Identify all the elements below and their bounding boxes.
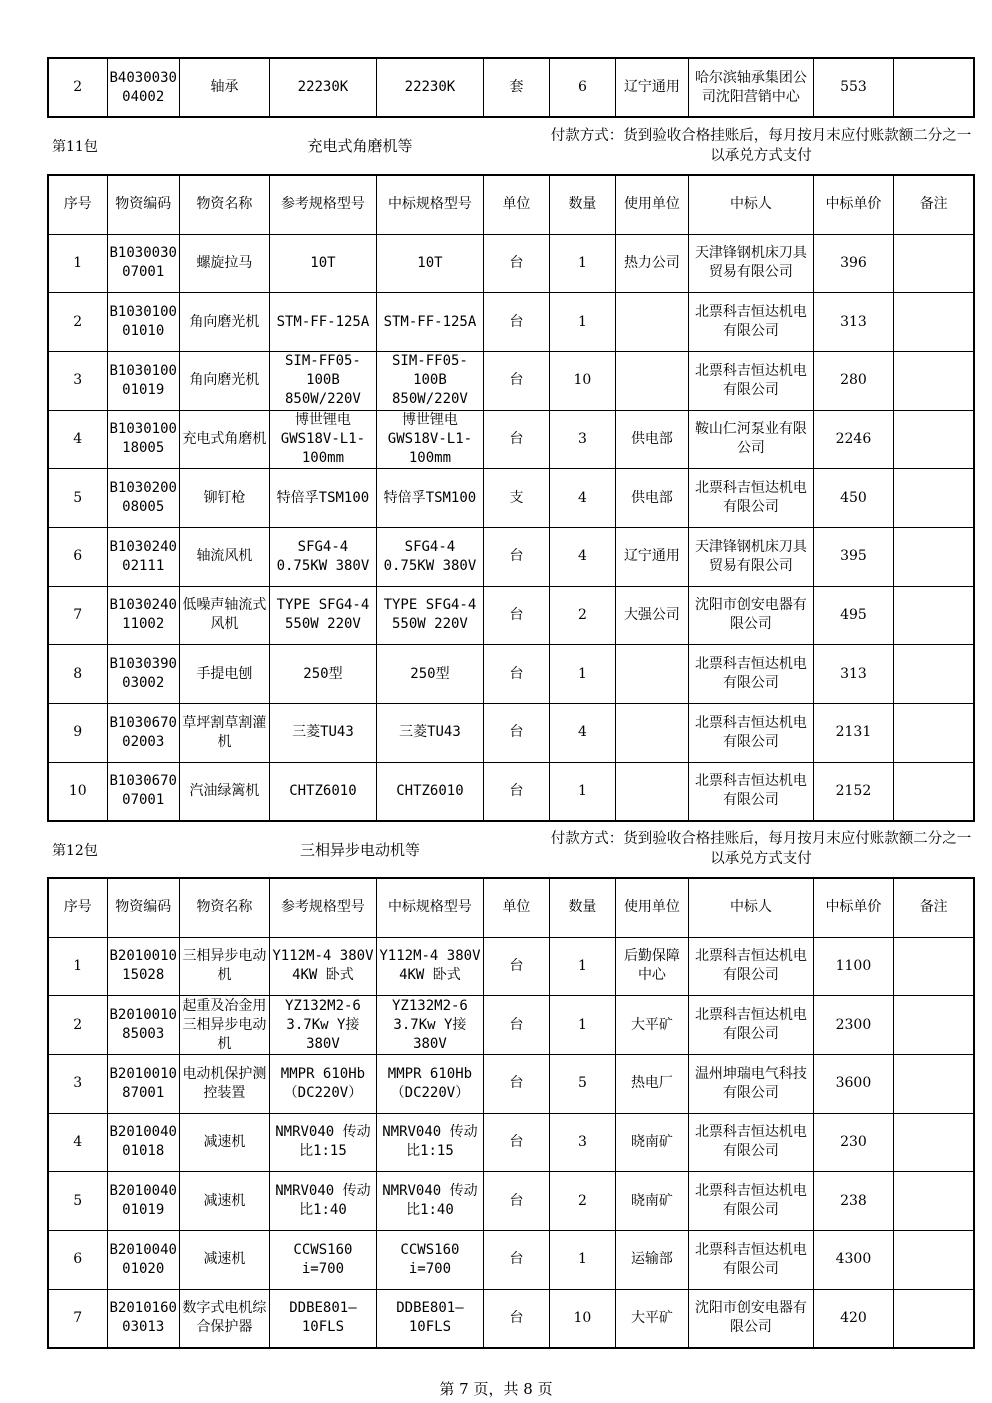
material-name-cell: 三相异步电动机 xyxy=(179,937,269,996)
table-row xyxy=(48,1172,974,1231)
table-row xyxy=(48,996,974,1055)
table-row xyxy=(48,527,974,586)
reference-spec-cell: NMRV040 传动比1:40 xyxy=(269,1172,376,1231)
row-number-cell: 5 xyxy=(48,1172,107,1231)
using-unit-cell: 大平矿 xyxy=(615,996,688,1055)
winning-spec-cell: Y112M-4 380V 4KW 卧式 xyxy=(376,937,483,996)
column-header: 序号 xyxy=(48,175,107,234)
using-unit-cell: 供电部 xyxy=(615,469,688,528)
material-name-cell: 汽油绿篱机 xyxy=(179,762,269,821)
unit-cell: 台 xyxy=(483,1289,549,1348)
quantity-cell: 4 xyxy=(549,469,615,528)
using-unit-cell: 热电厂 xyxy=(615,1054,688,1113)
unit-price-cell: 4300 xyxy=(813,1230,893,1289)
row-number-cell: 3 xyxy=(48,1054,107,1113)
material-code-cell: B1030240 11002 xyxy=(107,586,179,645)
table-row xyxy=(48,351,974,410)
using-unit-cell: 供电部 xyxy=(615,410,688,469)
reference-spec-cell: 22230K xyxy=(269,58,376,117)
material-code-cell: B2010160 03013 xyxy=(107,1289,179,1348)
winning-spec-cell: 22230K xyxy=(376,58,483,117)
reference-spec-cell: TYPE SFG4-4 550W 220V xyxy=(269,586,376,645)
row-number-cell: 1 xyxy=(48,234,107,293)
material-code-cell: B1030100 01010 xyxy=(107,293,179,352)
winning-bidder-cell: 北票科吉恒达机电有限公司 xyxy=(688,937,813,996)
table-row xyxy=(48,1054,974,1113)
remark-cell xyxy=(893,410,974,469)
unit-price-cell: 2246 xyxy=(813,410,893,469)
quantity-cell: 1 xyxy=(549,996,615,1055)
column-header: 参考规格型号 xyxy=(269,175,376,234)
remark-cell xyxy=(893,527,974,586)
quantity-cell: 3 xyxy=(549,1113,615,1172)
unit-cell: 台 xyxy=(483,527,549,586)
winning-bidder-cell: 北票科吉恒达机电有限公司 xyxy=(688,1230,813,1289)
package-11-table xyxy=(47,174,975,822)
package-12-number: 第12包 xyxy=(52,843,98,859)
reference-spec-cell: 特倍孚TSM100 xyxy=(269,469,376,528)
remark-cell xyxy=(893,469,974,528)
winning-bidder-cell: 沈阳市创安电器有限公司 xyxy=(688,1289,813,1348)
material-code-cell: B4030030 04002 xyxy=(107,58,179,117)
quantity-cell: 2 xyxy=(549,1172,615,1231)
row-number-cell: 10 xyxy=(48,762,107,821)
unit-price-cell: 238 xyxy=(813,1172,893,1231)
winning-bidder-cell: 哈尔滨轴承集团公司沈阳营销中心 xyxy=(688,58,813,117)
table-row xyxy=(48,58,974,117)
winning-bidder-cell: 沈阳市创安电器有限公司 xyxy=(688,586,813,645)
row-number-cell: 6 xyxy=(48,527,107,586)
reference-spec-cell: 250型 xyxy=(269,645,376,704)
row-number-cell: 8 xyxy=(48,645,107,704)
remark-cell xyxy=(893,762,974,821)
material-name-cell: 充电式角磨机 xyxy=(179,410,269,469)
unit-price-cell: 280 xyxy=(813,351,893,410)
package-11-title: 充电式角磨机等 xyxy=(307,137,413,155)
unit-cell: 台 xyxy=(483,410,549,469)
quantity-cell: 10 xyxy=(549,1289,615,1348)
column-header: 物资编码 xyxy=(107,175,179,234)
using-unit-cell: 辽宁通用 xyxy=(615,58,688,117)
winning-bidder-cell: 北票科吉恒达机电有限公司 xyxy=(688,762,813,821)
remark-cell xyxy=(893,1230,974,1289)
unit-cell: 台 xyxy=(483,1113,549,1172)
table-row xyxy=(48,410,974,469)
column-header: 中标人 xyxy=(688,878,813,937)
unit-cell: 台 xyxy=(483,1172,549,1231)
table-row xyxy=(48,645,974,704)
unit-price-cell: 396 xyxy=(813,234,893,293)
reference-spec-cell: CCWS160 i=700 xyxy=(269,1230,376,1289)
column-header: 中标单价 xyxy=(813,175,893,234)
remark-cell xyxy=(893,704,974,763)
row-number-cell: 6 xyxy=(48,1230,107,1289)
material-name-cell: 螺旋拉马 xyxy=(179,234,269,293)
using-unit-cell: 大平矿 xyxy=(615,1289,688,1348)
column-header: 单位 xyxy=(483,175,549,234)
material-code-cell: B1030200 08005 xyxy=(107,469,179,528)
table-row xyxy=(48,586,974,645)
winning-bidder-cell: 天津锋钢机床刀具贸易有限公司 xyxy=(688,234,813,293)
material-code-cell: B2010040 01018 xyxy=(107,1113,179,1172)
row-number-cell: 2 xyxy=(48,293,107,352)
quantity-cell: 1 xyxy=(549,1230,615,1289)
winning-bidder-cell: 北票科吉恒达机电有限公司 xyxy=(688,704,813,763)
reference-spec-cell: SFG4-4 0.75KW 380V xyxy=(269,527,376,586)
table-row xyxy=(48,1230,974,1289)
winning-bidder-cell: 鞍山仁河泵业有限公司 xyxy=(688,410,813,469)
remark-cell xyxy=(893,996,974,1055)
unit-cell: 台 xyxy=(483,586,549,645)
package-12-title: 三相异步电动机等 xyxy=(299,841,420,859)
row-number-cell: 2 xyxy=(48,58,107,117)
reference-spec-cell: MMPR 610Hb （DC220V） xyxy=(269,1054,376,1113)
winning-spec-cell: MMPR 610Hb （DC220V） xyxy=(376,1054,483,1113)
column-header: 中标单价 xyxy=(813,878,893,937)
winning-bidder-cell: 北票科吉恒达机电有限公司 xyxy=(688,469,813,528)
quantity-cell: 4 xyxy=(549,704,615,763)
page-footer: 第 7 页，共 8 页 xyxy=(439,1380,553,1398)
remark-cell xyxy=(893,234,974,293)
remark-cell xyxy=(893,1113,974,1172)
unit-price-cell: 313 xyxy=(813,293,893,352)
reference-spec-cell: STM-FF-125A xyxy=(269,293,376,352)
column-header: 参考规格型号 xyxy=(269,878,376,937)
quantity-cell: 1 xyxy=(549,293,615,352)
unit-price-cell: 2152 xyxy=(813,762,893,821)
material-name-cell: 手提电刨 xyxy=(179,645,269,704)
quantity-cell: 6 xyxy=(549,58,615,117)
unit-cell: 台 xyxy=(483,762,549,821)
table-row xyxy=(48,704,974,763)
unit-cell: 台 xyxy=(483,293,549,352)
unit-cell: 支 xyxy=(483,469,549,528)
column-header: 数量 xyxy=(549,878,615,937)
material-name-cell: 轴流风机 xyxy=(179,527,269,586)
unit-price-cell: 3600 xyxy=(813,1054,893,1113)
material-code-cell: B2010010 87001 xyxy=(107,1054,179,1113)
material-name-cell: 起重及冶金用三相异步电动机 xyxy=(179,996,269,1055)
table-row xyxy=(48,234,974,293)
winning-spec-cell: SFG4-4 0.75KW 380V xyxy=(376,527,483,586)
unit-cell: 台 xyxy=(483,996,549,1055)
package-12-table xyxy=(47,877,975,1349)
material-code-cell: B2010040 01019 xyxy=(107,1172,179,1231)
table-row xyxy=(48,469,974,528)
table-row xyxy=(48,293,974,352)
unit-price-cell: 230 xyxy=(813,1113,893,1172)
quantity-cell: 10 xyxy=(549,351,615,410)
remark-cell xyxy=(893,1054,974,1113)
unit-cell: 台 xyxy=(483,704,549,763)
unit-cell: 台 xyxy=(483,351,549,410)
using-unit-cell xyxy=(615,293,688,352)
winning-bidder-cell: 北票科吉恒达机电有限公司 xyxy=(688,1172,813,1231)
row-number-cell: 3 xyxy=(48,351,107,410)
unit-price-cell: 450 xyxy=(813,469,893,528)
winning-spec-cell: 250型 xyxy=(376,645,483,704)
material-name-cell: 减速机 xyxy=(179,1230,269,1289)
unit-cell: 台 xyxy=(483,645,549,704)
remark-cell xyxy=(893,293,974,352)
remark-cell xyxy=(893,937,974,996)
unit-price-cell: 313 xyxy=(813,645,893,704)
winning-spec-cell: YZ132M2-6 3.7Kw Y接 380V xyxy=(376,996,483,1055)
quantity-cell: 3 xyxy=(549,410,615,469)
unit-cell: 台 xyxy=(483,234,549,293)
material-name-cell: 减速机 xyxy=(179,1172,269,1231)
unit-cell: 套 xyxy=(483,58,549,117)
column-header: 序号 xyxy=(48,878,107,937)
material-name-cell: 电动机保护测控装置 xyxy=(179,1054,269,1113)
quantity-cell: 1 xyxy=(549,234,615,293)
column-header: 物资编码 xyxy=(107,878,179,937)
winning-bidder-cell: 北票科吉恒达机电有限公司 xyxy=(688,293,813,352)
unit-cell: 台 xyxy=(483,1230,549,1289)
winning-spec-cell: NMRV040 传动比1:40 xyxy=(376,1172,483,1231)
using-unit-cell xyxy=(615,762,688,821)
material-name-cell: 低噪声轴流式风机 xyxy=(179,586,269,645)
row-number-cell: 9 xyxy=(48,704,107,763)
column-header: 物资名称 xyxy=(179,175,269,234)
winning-bidder-cell: 北票科吉恒达机电有限公司 xyxy=(688,996,813,1055)
winning-bidder-cell: 北票科吉恒达机电有限公司 xyxy=(688,645,813,704)
using-unit-cell: 大强公司 xyxy=(615,586,688,645)
winning-spec-cell: 10T xyxy=(376,234,483,293)
column-header: 中标人 xyxy=(688,175,813,234)
using-unit-cell: 运输部 xyxy=(615,1230,688,1289)
package-11-payment-terms: 付款方式：货到验收合格挂账后，每月按月末应付账款额二分之一以承兑方式支付 xyxy=(550,128,972,164)
column-header: 备注 xyxy=(893,175,974,234)
quantity-cell: 1 xyxy=(549,645,615,704)
material-code-cell: B1030670 02003 xyxy=(107,704,179,763)
row-number-cell: 2 xyxy=(48,996,107,1055)
using-unit-cell xyxy=(615,351,688,410)
row-number-cell: 1 xyxy=(48,937,107,996)
material-name-cell: 轴承 xyxy=(179,58,269,117)
unit-cell: 台 xyxy=(483,1054,549,1113)
winning-spec-cell: STM-FF-125A xyxy=(376,293,483,352)
winning-spec-cell: DDBE801— 10FLS xyxy=(376,1289,483,1348)
table-row xyxy=(48,937,974,996)
reference-spec-cell: YZ132M2-6 3.7Kw Y接 380V xyxy=(269,996,376,1055)
winning-bidder-cell: 天津锋钢机床刀具贸易有限公司 xyxy=(688,527,813,586)
table-row xyxy=(48,1113,974,1172)
unit-price-cell: 2300 xyxy=(813,996,893,1055)
reference-spec-cell: SIM-FF05-100B 850W/220V xyxy=(269,351,376,410)
reference-spec-cell: 三菱TU43 xyxy=(269,704,376,763)
unit-price-cell: 1100 xyxy=(813,937,893,996)
unit-price-cell: 553 xyxy=(813,58,893,117)
unit-price-cell: 420 xyxy=(813,1289,893,1348)
using-unit-cell: 辽宁通用 xyxy=(615,527,688,586)
material-code-cell: B2010010 85003 xyxy=(107,996,179,1055)
reference-spec-cell: CHTZ6010 xyxy=(269,762,376,821)
remark-cell xyxy=(893,586,974,645)
material-code-cell: B1030240 02111 xyxy=(107,527,179,586)
winning-spec-cell: 博世锂电 GWS18V-L1-100mm xyxy=(376,410,483,469)
reference-spec-cell: 博世锂电 GWS18V-L1-100mm xyxy=(269,410,376,469)
table-row xyxy=(48,762,974,821)
reference-spec-cell: Y112M-4 380V 4KW 卧式 xyxy=(269,937,376,996)
winning-spec-cell: 特倍孚TSM100 xyxy=(376,469,483,528)
winning-spec-cell: NMRV040 传动比1:15 xyxy=(376,1113,483,1172)
material-code-cell: B1030100 18005 xyxy=(107,410,179,469)
column-header: 数量 xyxy=(549,175,615,234)
quantity-cell: 5 xyxy=(549,1054,615,1113)
package-11-number: 第11包 xyxy=(52,139,98,155)
package-12-payment-terms: 付款方式：货到验收合格挂账后，每月按月末应付账款额二分之一以承兑方式支付 xyxy=(550,831,972,867)
remark-cell xyxy=(893,1289,974,1348)
material-name-cell: 数字式电机综合保护器 xyxy=(179,1289,269,1348)
unit-price-cell: 2131 xyxy=(813,704,893,763)
reference-spec-cell: DDBE801— 10FLS xyxy=(269,1289,376,1348)
remark-cell xyxy=(893,351,974,410)
quantity-cell: 1 xyxy=(549,937,615,996)
material-name-cell: 减速机 xyxy=(179,1113,269,1172)
winning-spec-cell: TYPE SFG4-4 550W 220V xyxy=(376,586,483,645)
column-header: 中标规格型号 xyxy=(376,175,483,234)
material-name-cell: 草坪割草割灌机 xyxy=(179,704,269,763)
reference-spec-cell: NMRV040 传动比1:15 xyxy=(269,1113,376,1172)
column-header: 使用单位 xyxy=(615,175,688,234)
top-partial-table xyxy=(47,57,975,118)
material-code-cell: B1030670 07001 xyxy=(107,762,179,821)
material-code-cell: B2010040 01020 xyxy=(107,1230,179,1289)
column-header: 备注 xyxy=(893,878,974,937)
quantity-cell: 2 xyxy=(549,586,615,645)
winning-bidder-cell: 北票科吉恒达机电有限公司 xyxy=(688,1113,813,1172)
row-number-cell: 5 xyxy=(48,469,107,528)
material-code-cell: B2010010 15028 xyxy=(107,937,179,996)
winning-spec-cell: CHTZ6010 xyxy=(376,762,483,821)
using-unit-cell xyxy=(615,704,688,763)
material-name-cell: 铆钉枪 xyxy=(179,469,269,528)
using-unit-cell: 晓南矿 xyxy=(615,1113,688,1172)
material-name-cell: 角向磨光机 xyxy=(179,351,269,410)
material-code-cell: B1030390 03002 xyxy=(107,645,179,704)
material-code-cell: B1030100 01019 xyxy=(107,351,179,410)
column-header: 单位 xyxy=(483,878,549,937)
remark-cell xyxy=(893,645,974,704)
column-header: 使用单位 xyxy=(615,878,688,937)
winning-bidder-cell: 温州坤瑞电气科技有限公司 xyxy=(688,1054,813,1113)
unit-price-cell: 395 xyxy=(813,527,893,586)
quantity-cell: 4 xyxy=(549,527,615,586)
table-row xyxy=(48,1289,974,1348)
winning-bidder-cell: 北票科吉恒达机电有限公司 xyxy=(688,351,813,410)
remark-cell xyxy=(893,1172,974,1231)
reference-spec-cell: 10T xyxy=(269,234,376,293)
quantity-cell: 1 xyxy=(549,762,615,821)
unit-cell: 台 xyxy=(483,937,549,996)
using-unit-cell: 热力公司 xyxy=(615,234,688,293)
winning-spec-cell: SIM-FF05-100B 850W/220V xyxy=(376,351,483,410)
row-number-cell: 4 xyxy=(48,410,107,469)
row-number-cell: 4 xyxy=(48,1113,107,1172)
column-header: 中标规格型号 xyxy=(376,878,483,937)
winning-spec-cell: 三菱TU43 xyxy=(376,704,483,763)
material-code-cell: B1030030 07001 xyxy=(107,234,179,293)
column-header: 物资名称 xyxy=(179,878,269,937)
winning-spec-cell: CCWS160 i=700 xyxy=(376,1230,483,1289)
using-unit-cell: 后勤保障中心 xyxy=(615,937,688,996)
using-unit-cell: 晓南矿 xyxy=(615,1172,688,1231)
row-number-cell: 7 xyxy=(48,586,107,645)
row-number-cell: 7 xyxy=(48,1289,107,1348)
material-name-cell: 角向磨光机 xyxy=(179,293,269,352)
using-unit-cell xyxy=(615,645,688,704)
remark-cell xyxy=(893,58,974,117)
unit-price-cell: 495 xyxy=(813,586,893,645)
